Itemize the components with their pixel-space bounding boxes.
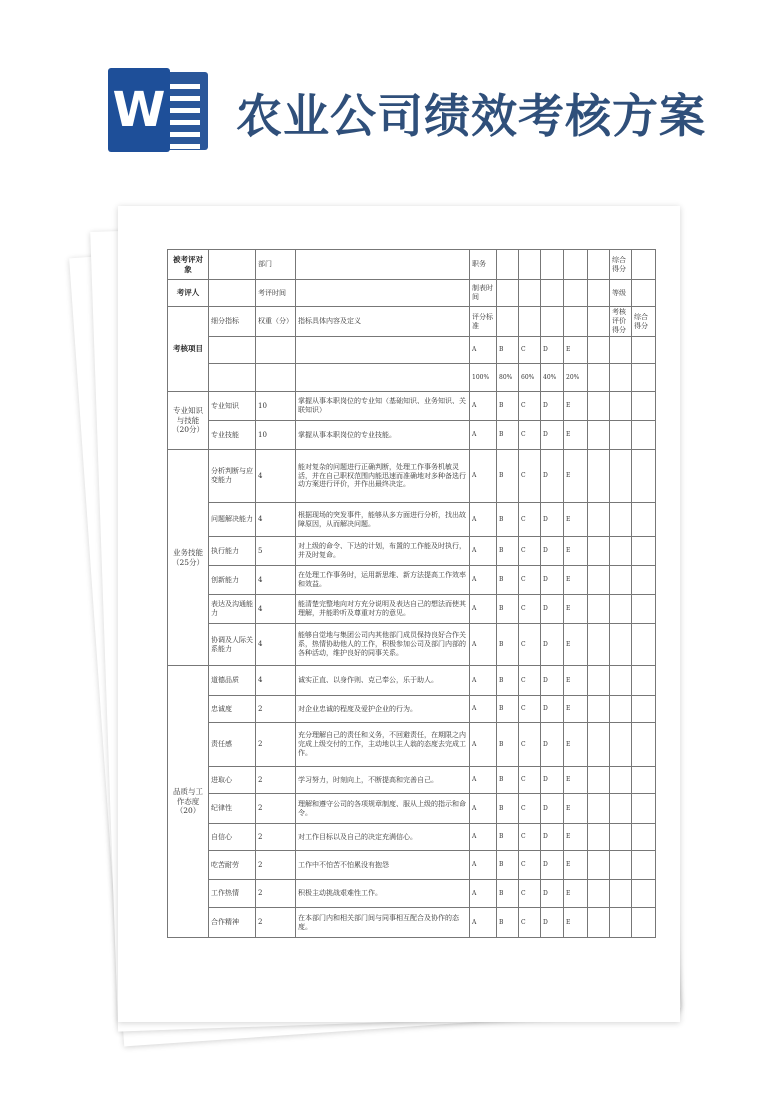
category-business-skills: 业务技能（25分） <box>168 450 209 666</box>
form-row-evaluator <box>168 280 656 307</box>
table-row: 纪律性 2 理解和遵守公司的各项规章制度、服从上级的指示和命令。 A B C D E <box>168 794 656 824</box>
label-overall-score: 综合得分 <box>632 307 656 337</box>
table-row: 责任感 2 充分理解自己的责任和义务，不回避责任，在期限之内完成上级交付的工作，主动地以主人翁的态度去完成工作。 A B C D E <box>168 723 656 767</box>
table-row: 忠诚度 2 对企业忠诚的程度及爱护企业的行为。 A B C D E <box>168 696 656 723</box>
table-row: 表达及沟通能力 4 能清楚完整地向对方充分说明及表达自己的想法而使其理解，并能聆听及尊重对方的意见。 A B C D E <box>168 595 656 624</box>
percent-a: 100% <box>470 364 497 392</box>
table-row: 吃苦耐劳 2 工作中不怕苦不怕累没有抱怨 A B C D E <box>168 851 656 880</box>
table-row: 自信心 2 对工作目标以及自己的决定充满信心。 A B C D E <box>168 824 656 851</box>
label-indicator-content: 指标具体内容及定义 <box>296 307 470 337</box>
table-row: 创新能力 4 在处理工作事务时，运用新思维、新方法提高工作效率和效益。 A B C D E <box>168 566 656 595</box>
label-table-time: 制表时间 <box>470 280 497 307</box>
grade-c: C <box>519 337 541 364</box>
table-row: 品质与工作态度（20） 道德品质 4 诚实正直、以身作则、克己奉公，乐于助人。 A B C D E <box>168 666 656 696</box>
word-icon-letter: W <box>108 68 170 152</box>
table-row: 专业技能 10 掌握从事本职岗位的专业技能。 A B C D E <box>168 421 656 450</box>
label-scoring-standard: 评分标准 <box>470 307 497 337</box>
table-row: 问题解决能力 4 根据现场的突发事件，能够从多方面进行分析，找出故障原因，从而解决问题。 A B C D E <box>168 503 656 537</box>
form-row-percents <box>168 364 656 392</box>
label-eval-time: 考评时间 <box>256 280 296 307</box>
table-row: 进取心 2 学习努力，时刻向上，不断提高和完善自己。 A B C D E <box>168 767 656 794</box>
label-subject: 被考评对象 <box>168 250 209 280</box>
category-professional: 专业知识与技能（20分） <box>168 392 209 450</box>
table-row: 协调及人际关系能力 4 能够自觉地与集团公司内其他部门成员保持良好合作关系，热情协助他人的工作，积极参加公司及部门内部的各种活动，维护良好的同事关系。 A B C D E <box>168 624 656 666</box>
label-grade: 等级 <box>610 280 632 307</box>
grade-d: D <box>541 337 564 364</box>
table-row: 合作精神 2 在本部门内和相关部门间与同事相互配合及协作的态度。 A B C D E <box>168 908 656 938</box>
form-row-grade-letters <box>168 337 656 364</box>
label-evaluator: 考评人 <box>168 280 209 307</box>
grade-e: E <box>564 337 588 364</box>
grade-a: A <box>470 337 497 364</box>
label-eval-score: 考核评价得分 <box>610 307 632 337</box>
table-row: 执行能力 5 对上级的命令、下达的计划，布置的工作能及时执行，并及时复命。 A B C D E <box>168 537 656 566</box>
grade-b: B <box>497 337 519 364</box>
evaluation-form-table <box>167 249 656 938</box>
label-assessment-item: 考核项目 <box>168 307 209 392</box>
table-row: 业务技能（25分） 分析判断与应变能力 4 能对复杂的问题进行正确判断，处理工作事务机敏灵活，并在自己职权范围内能迅速而准确地对多种备选行动方案进行评价，并作出最终决定。 A B C D E <box>168 450 656 503</box>
percent-c: 60% <box>519 364 541 392</box>
page-title: 农业公司绩效考核方案 <box>236 89 706 143</box>
label-weight: 权重（分） <box>256 307 296 337</box>
word-icon <box>108 68 208 152</box>
category-quality-attitude: 品质与工作态度（20） <box>168 666 209 938</box>
form-row-header <box>168 307 656 337</box>
percent-d: 40% <box>541 364 564 392</box>
table-row: 工作热情 2 积极主动挑战艰难性工作。 A B C D E <box>168 880 656 908</box>
label-position: 职务 <box>470 250 497 280</box>
label-sub-indicator: 细分指标 <box>209 307 256 337</box>
label-total-score: 综合得分 <box>610 250 632 280</box>
label-department: 部门 <box>256 250 296 280</box>
form-row-subject <box>168 250 656 280</box>
table-row: 专业知识与技能（20分） 专业知识 10 掌握从事本职岗位的专业知（基础知识、业务知识、关联知识） A B C D E <box>168 392 656 421</box>
percent-e: 20% <box>564 364 588 392</box>
percent-b: 80% <box>497 364 519 392</box>
